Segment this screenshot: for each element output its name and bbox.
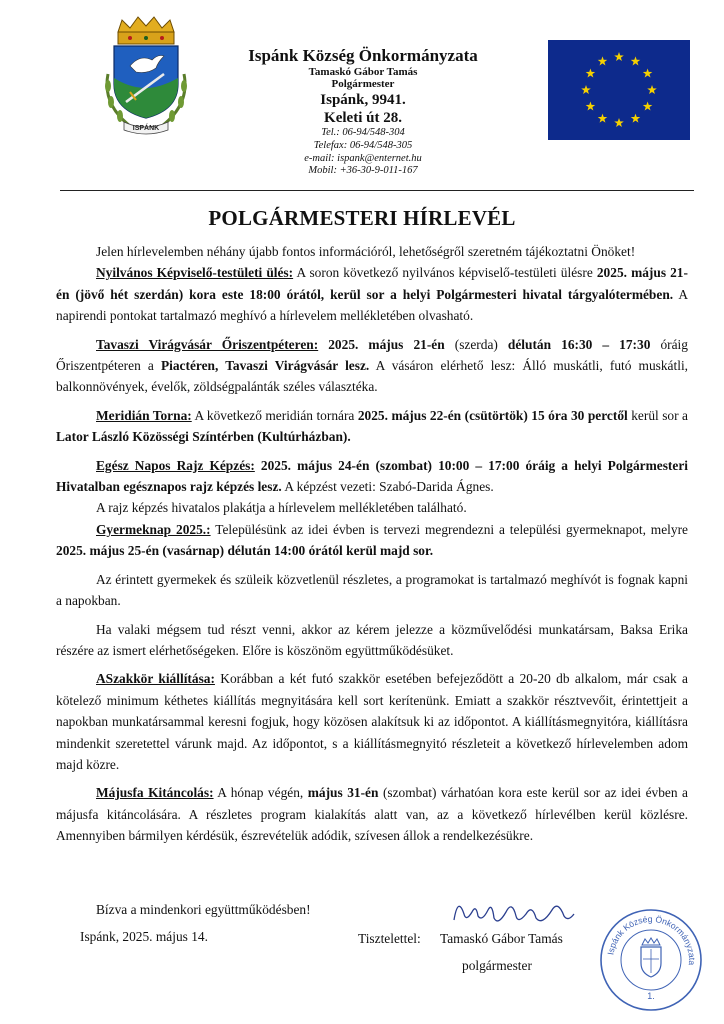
phone-number: Tel.: 06-94/548-304 — [321, 127, 405, 139]
section-highlight: 2025. május 21-én (jövő hét szerdán) kora este 18:00 órától, kerül sor a helyi Polgármesteri hivatal tárgyalótermében. — [56, 265, 688, 302]
signature-icon — [448, 892, 578, 932]
section-text: A képzést vezeti: Szabó-Darida Ágnes. — [281, 479, 494, 495]
section-highlight: 2025. május 25-én (vasárnap) délután 14:00 órától kerül majd sor. — [56, 543, 434, 559]
section-text: A napirendi pontokat tartalmazó meghívó a hírlevelem mellékletében olvasható. — [56, 286, 688, 324]
section-highlight: délután 16:30 – 17:30 — [507, 336, 651, 352]
section-text: A hónap végén, — [213, 785, 308, 801]
section-flower-fair — [56, 334, 688, 398]
city-zip: Ispánk, 9941. — [320, 91, 406, 108]
section-meridian-gym — [56, 405, 688, 448]
section-label: Gyermeknap 2025.: — [96, 521, 211, 537]
mobile-number: Mobil: +36-30-9-011-167 — [308, 165, 418, 177]
eu-flag-icon — [548, 40, 690, 140]
childrens-day-invite-note: Az érintett gyermekek és szüleik közvetlenül részletes, a programokat is tartalmazó meghívót is fognak kapni a napokban. — [56, 571, 688, 609]
street-address: Keleti út 28. — [324, 110, 402, 127]
stamp-number: 1. — [647, 991, 655, 1001]
section-text: A következő meridián tornára — [191, 407, 358, 423]
header-divider — [60, 190, 694, 191]
childrens-day-contact-note: Ha valaki mégsem tud részt venni, akkor az kérem jelezze a közművelődési munkatársam, Baksa Erika részére az ismert elérhetőségeken. Előre is köszönöm együttműködésüket. — [56, 621, 688, 658]
section-text: A soron következő nyilvános képviselő-testületi ülésre — [293, 265, 597, 281]
section-label: Májusfa Kitáncolás: — [96, 785, 214, 801]
section-text: Korábban a két futó szakkör esetében befejeződött a 20-20 db alkalom, már csak a kötelező minimum kéthetes kiállítás megnyitására kell sort kerítenünk. Emiatt a szakkör résztvevőit, érintettjeit a napokban munkatársammal keresni fogjuk, hogy közösen alakítsuk ki az időpontot. A kiállításmegnyitóra, kiállításra mindenkit szeretettel várunk majd. Az időpontot, s a kiállításmegnyitó részleteit a következő hírlevelemben adom majd közre. — [56, 671, 689, 772]
section-label: Egész Napos Rajz Képzés: — [96, 457, 255, 473]
section-text: (szombat) várhatóan kora este kerül sor az idei évben a májusfa kitáncolására. A részletes program kialakítás alatt van, az a következő hírlevélben kerül közlésre. Amennyiben bármilyen kérdésük, észrevételük adódik, szívesen állok a rendelkezésükre. — [56, 785, 689, 844]
section-text: Településünk az idei évben is tervezi megrendezni a települési gyermeknapot, melyre — [210, 521, 688, 537]
newsletter-body — [56, 241, 688, 847]
section-label: Meridián Torna: — [96, 407, 192, 423]
section-highlight: Lator László Közösségi Színtérben (Kultúrházban). — [56, 429, 351, 445]
section-highlight: május 31-én — [307, 785, 379, 801]
section-exhibition — [56, 668, 688, 775]
email-address: e-mail: ispank@enternet.hu — [304, 152, 422, 164]
section-text: (szerda) — [444, 336, 508, 352]
stamp-text: Ispánk Község Önkormányzata — [605, 913, 698, 966]
section-label: ASzakkör kiállítása: — [96, 671, 215, 687]
drawing-course-poster-note: A rajz képzés hivatalos plakátja a hírlevelem mellékletében található. — [96, 500, 467, 516]
signer-title: polgármester — [462, 958, 532, 973]
section-highlight: Piactéren, Tavaszi Virágvásár lesz. — [160, 358, 370, 374]
signer-name: Tamaskó Gábor Tamás — [440, 931, 563, 946]
coat-of-arms-icon — [100, 14, 192, 136]
section-drawing-course — [56, 455, 688, 498]
official-stamp-icon — [598, 907, 704, 1013]
section-council-meeting — [56, 262, 688, 326]
regards-label: Tisztelettel: — [358, 931, 421, 946]
section-text: A vásáron elérhető lesz: Álló muskátli, futó muskátli, balkonnövények, évelők, zöldségpalánták széles választéka. — [56, 358, 689, 395]
mayor-role: Polgármester — [331, 78, 395, 91]
org-name: Ispánk Község Önkormányzata — [248, 46, 478, 65]
section-childrens-day — [56, 519, 688, 562]
section-highlight: 2025. május 24-én (szombat) 10:00 – 17:00 óráig a helyi Polgármesteri Hivatalban egésznapos rajz képzés lesz. — [56, 457, 688, 495]
intro-paragraph: Jelen hírlevelemben néhány újabb fontos információról, lehetőségről szeretném tájékoztatni Önöket! — [96, 244, 636, 259]
section-label: Nyilvános Képviselő-testületi ülés: — [96, 265, 294, 281]
mayor-name: Tamaskó Gábor Tamás — [308, 65, 418, 78]
section-text: kerül sor a — [627, 407, 688, 423]
date-place: Ispánk, 2025. május 14. — [80, 929, 208, 944]
section-highlight: 2025. május 22-én (csütörtök) 15 óra 30 perctől — [357, 407, 628, 423]
newsletter-title: POLGÁRMESTERI HÍRLEVÉL — [208, 206, 516, 230]
svg-text:ISPÁNK: ISPÁNK — [132, 125, 160, 132]
section-label: Tavaszi Virágvásár Őriszentpéteren: — [96, 336, 319, 352]
section-highlight: 2025. május 21-én — [318, 336, 445, 352]
fax-number: Telefax: 06-94/548-305 — [313, 139, 413, 151]
section-text: óráig Őriszentpéteren a — [56, 336, 688, 374]
letterhead — [208, 46, 518, 178]
closing-line: Bízva a mindenkori együttműködésben! — [96, 902, 311, 917]
section-maypole — [56, 782, 688, 846]
